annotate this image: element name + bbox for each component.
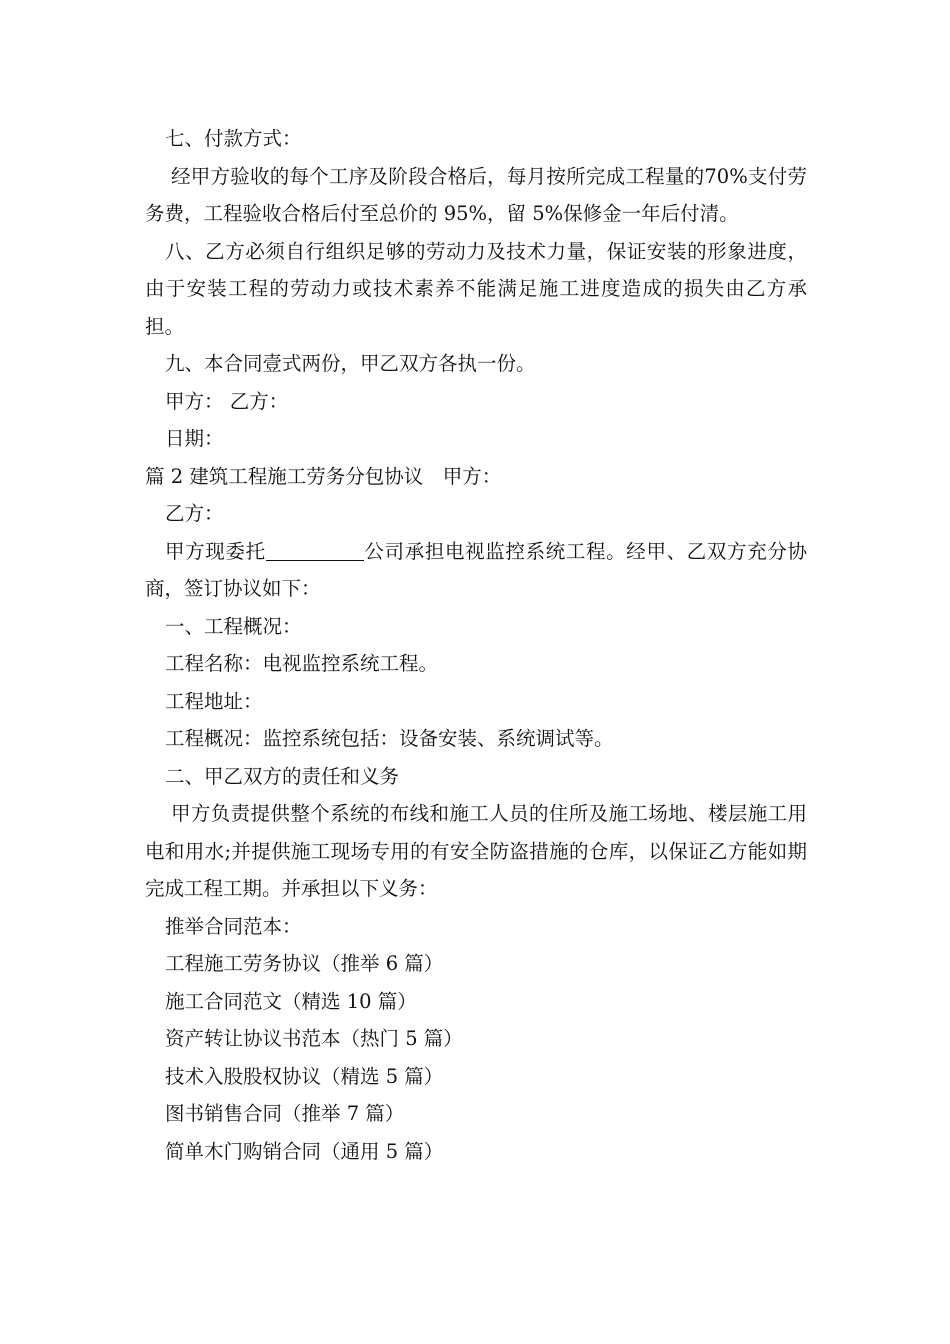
document-page [145, 120, 807, 1170]
party-a-duties: 甲方负责提供整个系统的布线和施工人员的住所及施工场地、楼层施工用电和用水;并提供施工现场专用的有安全防盗措施的仓库，以保证乙方能如期完成工程工期。并承担以下义务： [145, 802, 807, 900]
project-name: 工程名称：电视监控系统工程。 [165, 652, 439, 675]
clause-9: 九、本合同壹式两份，甲乙双方各执一份。 [165, 352, 536, 375]
section-2-title: 篇 2 建筑工程施工劳务分包协议 甲方： [145, 464, 502, 488]
section-1-heading: 一、工程概况： [165, 614, 302, 638]
project-overview: 工程概况：监控系统包括：设备安装、系统调试等。 [165, 727, 614, 750]
party-b-label: 乙方： [165, 502, 224, 525]
entrustment-paragraph [145, 533, 807, 608]
recommended-link[interactable]: 简单木门购销合同（通用 5 篇） [165, 1139, 444, 1163]
signature-date: 日期： [165, 427, 224, 450]
entrustment-post: 公司承担电视监控系统工程。经甲、乙双方充分协商，签订协议如下： [145, 539, 807, 600]
recommended-heading: 推举合同范本： [165, 914, 302, 938]
clause-7-body: 经甲方验收的每个工序及阶段合格后，每月按所完成工程量的70%支付劳务费，工程验收合格后付至总价的 95%，留 5%保修金一年后付清。 [145, 164, 807, 225]
recommended-link[interactable]: 施工合同范文（精选 10 篇） [165, 989, 417, 1013]
recommended-link[interactable]: 工程施工劳务协议（推举 6 篇） [165, 952, 444, 975]
clause-8: 八、乙方必须自行组织足够的劳动力及技术力量，保证安装的形象进度，由于安装工程的劳动力或技术素养不能满足施工进度造成的损失由乙方承担。 [145, 239, 807, 338]
recommended-link[interactable]: 图书销售合同（推举 7 篇） [165, 1102, 405, 1125]
recommended-link[interactable]: 技术入股股权协议（精选 5 篇） [165, 1064, 444, 1088]
section-2-heading: 二、甲乙双方的责任和义务 [165, 764, 400, 788]
project-address: 工程地址： [165, 689, 263, 713]
signature-parties: 甲方： 乙方： [165, 389, 289, 413]
entrustment-pre: 甲方现委托 [165, 539, 266, 563]
company-name-blank [266, 538, 364, 561]
clause-7-heading: 七、付款方式： [165, 127, 302, 150]
recommended-link[interactable]: 资产转让协议书范本（热门 5 篇） [165, 1027, 463, 1050]
